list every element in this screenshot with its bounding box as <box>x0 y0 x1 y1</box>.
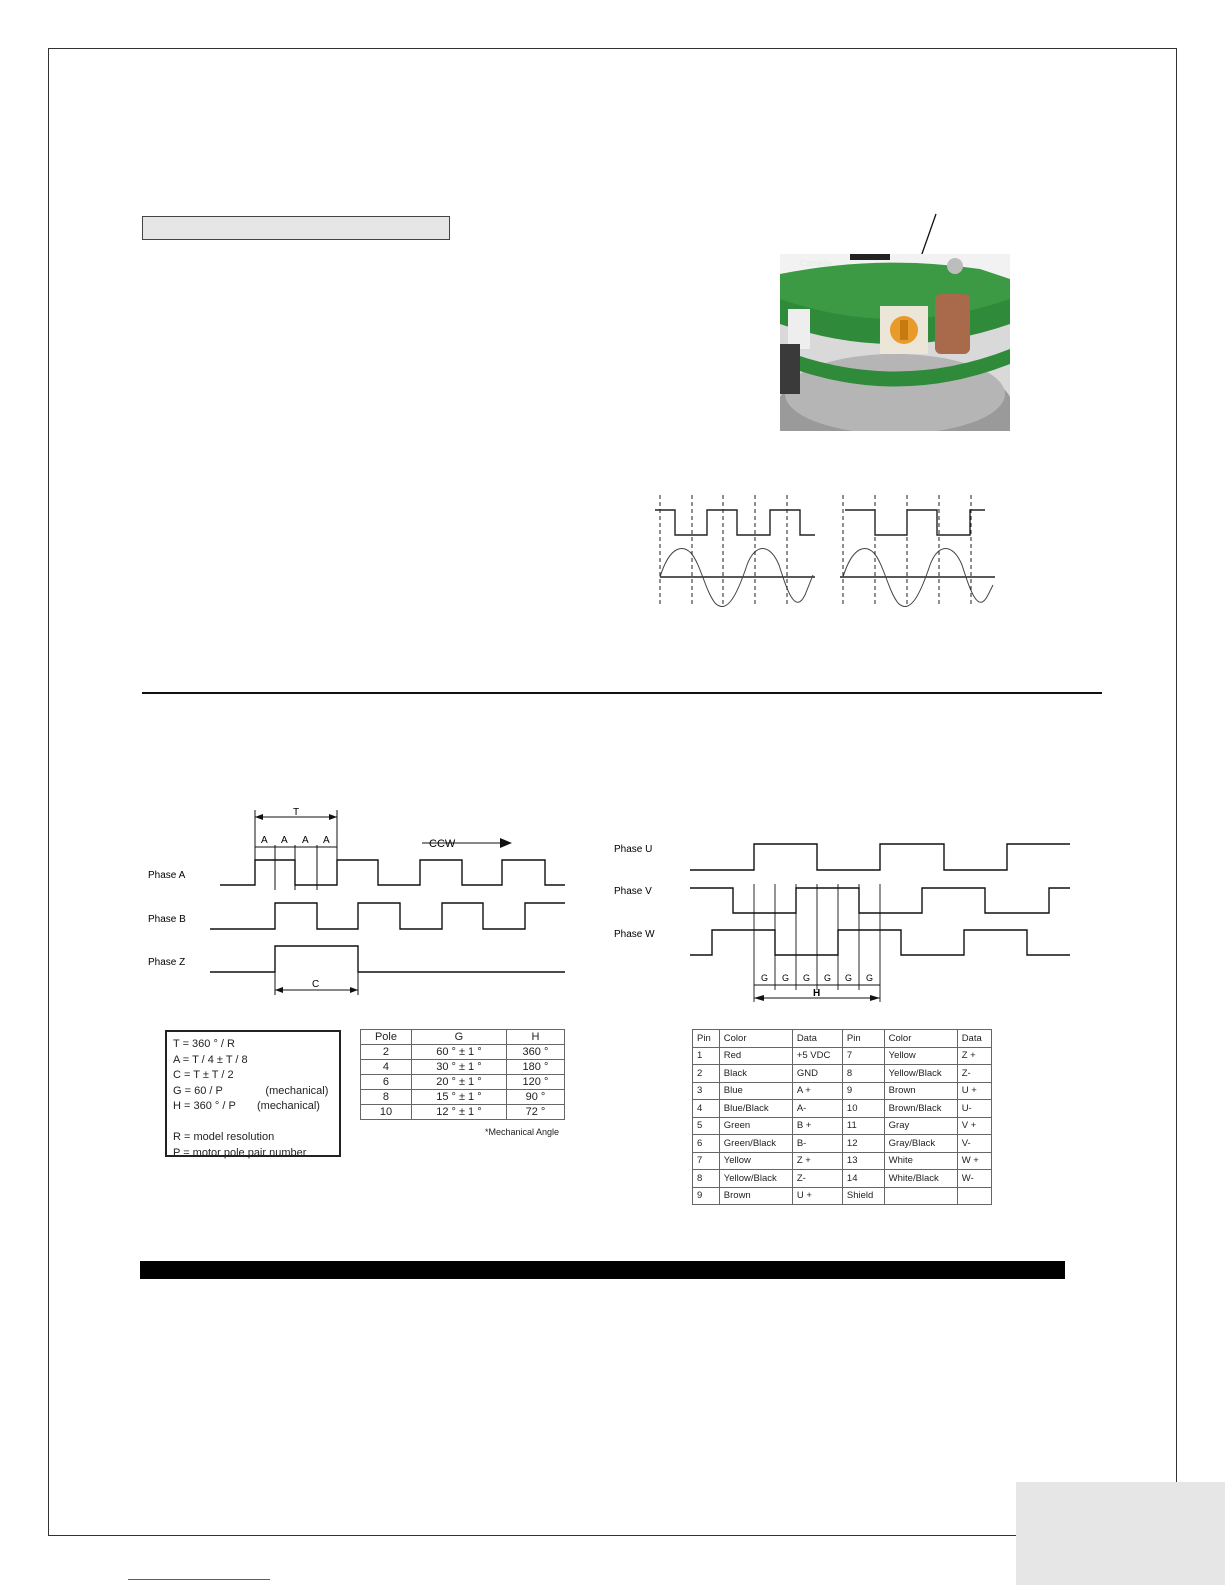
table-cell: 2 <box>693 1065 720 1083</box>
table-row <box>361 1075 565 1090</box>
table-cell: Blue <box>719 1082 792 1100</box>
table-cell: Gray/Black <box>884 1135 957 1153</box>
label-T: T <box>293 807 300 818</box>
table-cell: 60 ° ± 1 ° <box>411 1045 506 1060</box>
table-cell: Data <box>792 1030 842 1048</box>
table-row <box>693 1117 992 1135</box>
label-A-3: A <box>302 835 309 846</box>
table-cell: GND <box>792 1065 842 1083</box>
table-row <box>693 1082 992 1100</box>
table-cell: Brown/Black <box>884 1100 957 1118</box>
table-cell: Yellow <box>884 1047 957 1065</box>
table-cell: Z + <box>792 1152 842 1170</box>
label-C: C <box>312 979 320 990</box>
table-cell: U- <box>957 1100 991 1118</box>
table-cell: Data <box>957 1030 991 1048</box>
table-cell: 14 <box>842 1170 884 1188</box>
table-cell: 5 <box>693 1117 720 1135</box>
table-cell: B- <box>792 1135 842 1153</box>
table-cell: 1 <box>693 1047 720 1065</box>
table-cell: 3 <box>693 1082 720 1100</box>
table-cell: B + <box>792 1117 842 1135</box>
formula-line: C = T ± T / 2 <box>173 1069 234 1081</box>
table-cell: +5 VDC <box>792 1047 842 1065</box>
label-A-2: A <box>281 835 288 846</box>
table-cell: Brown <box>884 1082 957 1100</box>
table-cell: Gray <box>884 1117 957 1135</box>
table-cell: Green/Black <box>719 1135 792 1153</box>
table-cell: 30 ° ± 1 ° <box>411 1060 506 1075</box>
label-ccw: CCW <box>429 838 456 850</box>
table-cell: 120 ° <box>506 1075 564 1090</box>
formula-line: H = 360 ° / P (mechanical) <box>173 1100 320 1112</box>
label-phase-w: Phase W <box>614 929 655 940</box>
table-cell: Yellow/Black <box>884 1065 957 1083</box>
table-row <box>693 1135 992 1153</box>
table-cell: V- <box>957 1135 991 1153</box>
table-cell: 9 <box>842 1082 884 1100</box>
table-cell: Red <box>719 1047 792 1065</box>
table-row <box>693 1065 992 1083</box>
pin-table <box>692 1029 992 1205</box>
formula-box <box>165 1030 341 1157</box>
table-cell: W + <box>957 1152 991 1170</box>
table-header: H <box>506 1030 564 1045</box>
table-cell: U + <box>792 1187 842 1205</box>
table-row <box>361 1060 565 1075</box>
label-G-6: G <box>866 973 874 983</box>
table-cell: 11 <box>842 1117 884 1135</box>
table-header: Pole <box>361 1030 412 1045</box>
table-cell: Pin <box>693 1030 720 1048</box>
table-cell: 7 <box>842 1047 884 1065</box>
table-cell: Brown <box>719 1187 792 1205</box>
table-cell: White <box>884 1152 957 1170</box>
table-cell <box>957 1187 991 1205</box>
table-cell: Shield <box>842 1187 884 1205</box>
label-phase-a: Phase A <box>148 870 186 881</box>
board-text: Canada <box>800 258 832 268</box>
table-row <box>693 1170 992 1188</box>
table-cell: 15 ° ± 1 ° <box>411 1090 506 1105</box>
table-cell: Color <box>719 1030 792 1048</box>
table-cell: Yellow <box>719 1152 792 1170</box>
table-row <box>693 1187 992 1205</box>
table-cell: Green <box>719 1117 792 1135</box>
table-cell: 8 <box>842 1065 884 1083</box>
table-cell: 13 <box>842 1152 884 1170</box>
mechanical-angle-note: *Mechanical Angle <box>485 1127 560 1137</box>
table-cell: 12 <box>842 1135 884 1153</box>
table-cell: A- <box>792 1100 842 1118</box>
table-cell: Z + <box>957 1047 991 1065</box>
table-row <box>693 1100 992 1118</box>
table-cell: 8 <box>361 1090 412 1105</box>
section-bar <box>140 1261 1065 1279</box>
table-cell: 12 ° ± 1 ° <box>411 1105 506 1120</box>
formula-line: R = model resolution <box>173 1131 275 1143</box>
table-cell: 20 ° ± 1 ° <box>411 1075 506 1090</box>
label-phase-v: Phase V <box>614 886 652 897</box>
label-G-5: G <box>845 973 853 983</box>
label-G-3: G <box>803 973 811 983</box>
table-cell: U + <box>957 1082 991 1100</box>
table-cell: V + <box>957 1117 991 1135</box>
table-row <box>693 1152 992 1170</box>
table-header-row <box>361 1030 565 1045</box>
table-cell <box>884 1187 957 1205</box>
table-row <box>361 1105 565 1120</box>
formula-line: A = T / 4 ± T / 8 <box>173 1053 248 1066</box>
label-phase-u: Phase U <box>614 844 653 855</box>
label-phase-b: Phase B <box>148 914 186 925</box>
label-A-4: A <box>323 835 330 846</box>
formula-line: T = 360 ° / R <box>173 1038 235 1050</box>
formula-line: P = motor pole pair number <box>173 1146 307 1159</box>
formula-line <box>173 1115 333 1131</box>
table-cell: 10 <box>361 1105 412 1120</box>
square-sine-diagram <box>655 495 1015 620</box>
table-cell: A + <box>792 1082 842 1100</box>
abz-timing-diagram <box>140 805 580 1005</box>
table-row <box>361 1090 565 1105</box>
table-cell: Pin <box>842 1030 884 1048</box>
table-cell: Black <box>719 1065 792 1083</box>
table-cell: 10 <box>842 1100 884 1118</box>
formula-line: G = 60 / P (mechanical) <box>173 1084 329 1097</box>
table-cell: Blue/Black <box>719 1100 792 1118</box>
table-cell: Z- <box>957 1065 991 1083</box>
table-cell: 6 <box>361 1075 412 1090</box>
table-cell: 6 <box>693 1135 720 1153</box>
label-phase-z: Phase Z <box>148 957 186 968</box>
label-A-1: A <box>261 835 268 846</box>
table-cell: 2 <box>361 1045 412 1060</box>
uvw-timing-diagram <box>612 830 1072 1020</box>
table-cell: Z- <box>792 1170 842 1188</box>
table-cell: 360 ° <box>506 1045 564 1060</box>
footer-link-underline[interactable] <box>128 1579 270 1580</box>
table-row <box>693 1047 992 1065</box>
label-G-1: G <box>761 973 769 983</box>
label-H: H <box>813 988 821 999</box>
table-cell: 72 ° <box>506 1105 564 1120</box>
table-cell: Color <box>884 1030 957 1048</box>
table-cell: 180 ° <box>506 1060 564 1075</box>
table-header-row <box>693 1030 992 1048</box>
table-cell: 4 <box>693 1100 720 1118</box>
table-cell: W- <box>957 1170 991 1188</box>
pole-table <box>360 1029 565 1120</box>
page-corner-tab <box>1016 1482 1225 1585</box>
table-cell: 8 <box>693 1170 720 1188</box>
table-cell: 9 <box>693 1187 720 1205</box>
table-cell: Yellow/Black <box>719 1170 792 1188</box>
encoder-photo <box>780 254 1010 431</box>
table-row <box>361 1045 565 1060</box>
table-cell: White/Black <box>884 1170 957 1188</box>
label-G-4: G <box>824 973 832 983</box>
table-cell: 4 <box>361 1060 412 1075</box>
table-cell: 7 <box>693 1152 720 1170</box>
table-cell: 90 ° <box>506 1090 564 1105</box>
section-divider <box>142 692 1102 694</box>
label-G-2: G <box>782 973 790 983</box>
table-header: G <box>411 1030 506 1045</box>
